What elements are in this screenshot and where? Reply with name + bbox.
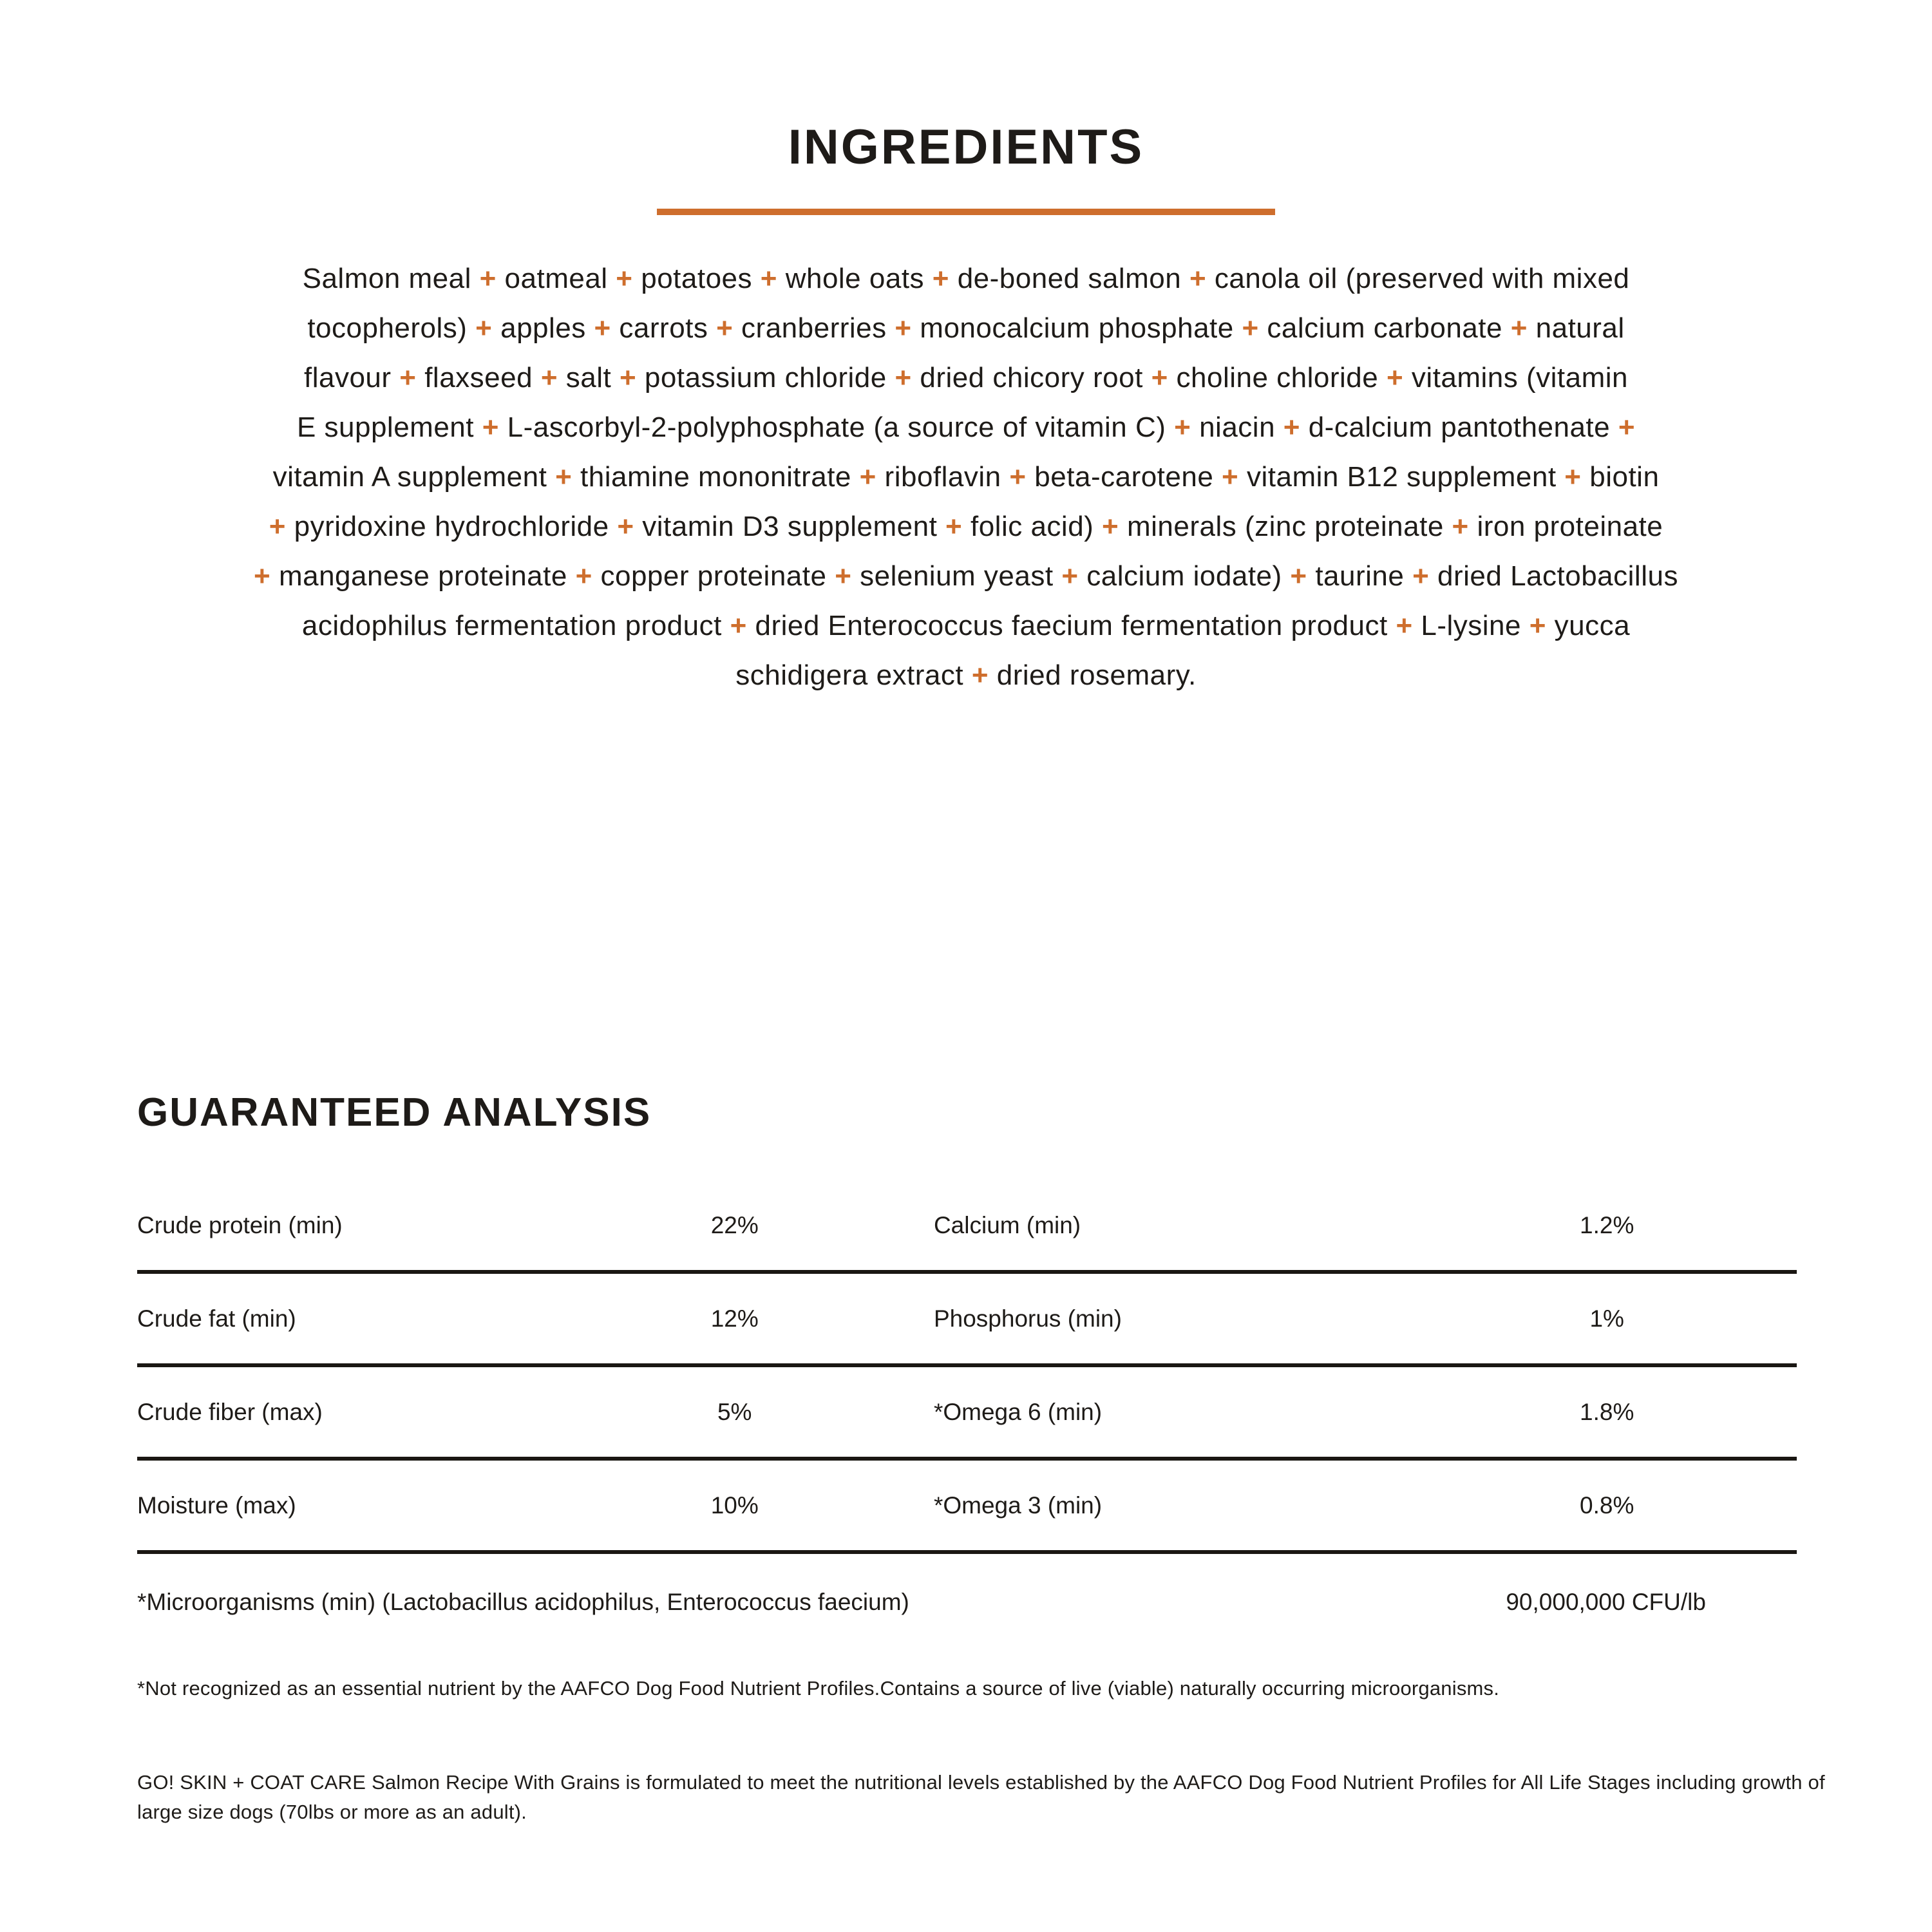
plus-separator: + [932, 263, 949, 294]
nutrient-value: 90,000,000 CFU/lb [1506, 1589, 1706, 1615]
nutrient-value: 10% [710, 1492, 759, 1519]
plus-separator: + [1386, 362, 1404, 393]
plus-separator: + [730, 610, 747, 641]
nutrient-label: Phosphorus (min) [933, 1305, 1122, 1332]
plus-separator: + [760, 263, 777, 294]
plus-separator: + [555, 461, 573, 493]
plus-separator: + [1189, 263, 1207, 294]
plus-separator: + [616, 263, 633, 294]
nutrient-label: Crude fiber (max) [137, 1398, 323, 1425]
plus-separator: + [945, 511, 963, 542]
aafco-statement: GO! SKIN + COAT CARE Salmon Recipe With Grains is formulated to meet the nutritional levels established by the AAFCO Dog Food Nutrient Profiles for All Life Stages including growth of large size dogs (70lbs or more as an adult). [137, 1771, 1825, 1823]
plus-separator: + [475, 312, 493, 344]
ingredients-section-header [0, 0, 1932, 215]
plus-separator: + [575, 560, 592, 592]
nutrient-label: Crude fat (min) [137, 1305, 296, 1332]
nutrient-label: Moisture (max) [137, 1492, 296, 1519]
table-row [137, 1461, 1797, 1554]
nutrient-value: 0.8% [1580, 1492, 1634, 1519]
plus-separator: + [1396, 610, 1413, 641]
plus-separator: + [1564, 461, 1582, 493]
plus-separator: + [482, 412, 499, 443]
ingredients-line: + pyridoxine hydrochloride + vitamin D3 supplement + folic acid) + minerals (zinc proteinate + iron proteinate [269, 511, 1663, 542]
plus-separator: + [619, 362, 637, 393]
plus-separator: + [1151, 362, 1168, 393]
accent-divider [657, 209, 1275, 215]
plus-separator: + [479, 263, 497, 294]
plus-separator: + [540, 362, 558, 393]
table-row [137, 1180, 1797, 1274]
plus-separator: + [1009, 461, 1027, 493]
plus-separator: + [1529, 610, 1546, 641]
table-row [137, 1274, 1797, 1367]
ingredients-line: schidigera extract + dried rosemary. [735, 659, 1197, 691]
table-cell-group [137, 1305, 934, 1332]
table-cell-group [934, 1399, 1797, 1426]
table-row-microorganisms [137, 1554, 1797, 1651]
table-cell-group [934, 1492, 1797, 1519]
plus-separator: + [895, 362, 912, 393]
guaranteed-analysis-section [137, 1090, 1797, 1651]
table-cell-group [137, 1399, 934, 1426]
ingredients-line: acidophilus fermentation product + dried Enterococcus faecium fermentation product + L-lysine + yucca [301, 610, 1631, 641]
plus-separator: + [254, 560, 271, 592]
nutrient-value: 1% [1589, 1305, 1624, 1332]
guaranteed-analysis-title: GUARANTEED ANALYSIS [137, 1090, 652, 1135]
nutrient-value: 22% [710, 1211, 759, 1238]
plus-separator: + [1222, 461, 1239, 493]
asterisk-footnote: *Not recognized as an essential nutrient by the AAFCO Dog Food Nutrient Profiles.Contains a source of live (viable) naturally occurring microorganisms. [137, 1677, 1500, 1700]
ingredients-list [122, 254, 1810, 700]
plus-separator: + [1061, 560, 1079, 592]
plus-separator: + [1290, 560, 1307, 592]
plus-separator: + [1102, 511, 1119, 542]
ingredients-line: E supplement + L-ascorbyl-2-polyphosphate (a source of vitamin C) + niacin + d-calcium pantothenate + [296, 412, 1636, 443]
plus-separator: + [617, 511, 634, 542]
nutrient-value: 5% [717, 1398, 752, 1425]
table-cell-group [934, 1212, 1797, 1239]
ingredients-title: INGREDIENTS [788, 120, 1144, 175]
plus-separator: + [1174, 412, 1191, 443]
plus-separator: + [1510, 312, 1528, 344]
ingredients-line: Salmon meal + oatmeal + potatoes + whole oats + de-boned salmon + canola oil (preserved with mixed [302, 263, 1630, 294]
plus-separator: + [269, 511, 286, 542]
nutrient-label: Crude protein (min) [137, 1211, 343, 1238]
plus-separator: + [859, 461, 876, 493]
plus-separator: + [1283, 412, 1300, 443]
plus-separator: + [835, 560, 852, 592]
plus-separator: + [399, 362, 417, 393]
nutrient-value: 1.8% [1580, 1398, 1634, 1425]
footnotes-section [137, 1674, 1870, 1827]
ingredients-line: flavour + flaxseed + salt + potassium chloride + dried chicory root + choline chloride + vitamins (vitamin [303, 362, 1629, 393]
ingredients-line: vitamin A supplement + thiamine mononitrate + riboflavin + beta-carotene + vitamin B12 supplement + biotin [272, 461, 1660, 493]
table-cell-group [934, 1305, 1797, 1332]
table-cell-group [137, 1492, 934, 1519]
nutrient-label: *Omega 6 (min) [933, 1398, 1103, 1425]
guaranteed-analysis-table [137, 1180, 1797, 1651]
plus-separator: + [594, 312, 611, 344]
table-cell-group [137, 1212, 934, 1239]
plus-separator: + [1618, 412, 1636, 443]
table-row [137, 1367, 1797, 1461]
plus-separator: + [1242, 312, 1259, 344]
plus-separator: + [1412, 560, 1430, 592]
nutrient-label: *Microorganisms (min) (Lactobacillus acidophilus, Enterococcus faecium) [137, 1589, 909, 1615]
plus-separator: + [716, 312, 734, 344]
ingredients-line: tocopherols) + apples + carrots + cranberries + monocalcium phosphate + calcium carbonate + natural [307, 312, 1625, 344]
plus-separator: + [1452, 511, 1469, 542]
nutrient-label: Calcium (min) [933, 1211, 1081, 1238]
nutrient-value: 1.2% [1580, 1211, 1634, 1238]
nutrient-label: *Omega 3 (min) [933, 1492, 1103, 1519]
plus-separator: + [895, 312, 912, 344]
nutrient-value: 12% [710, 1305, 759, 1332]
plus-separator: + [971, 659, 989, 691]
ingredients-line: + manganese proteinate + copper proteinate + selenium yeast + calcium iodate) + taurine + dried Lactobacillus [254, 560, 1678, 592]
